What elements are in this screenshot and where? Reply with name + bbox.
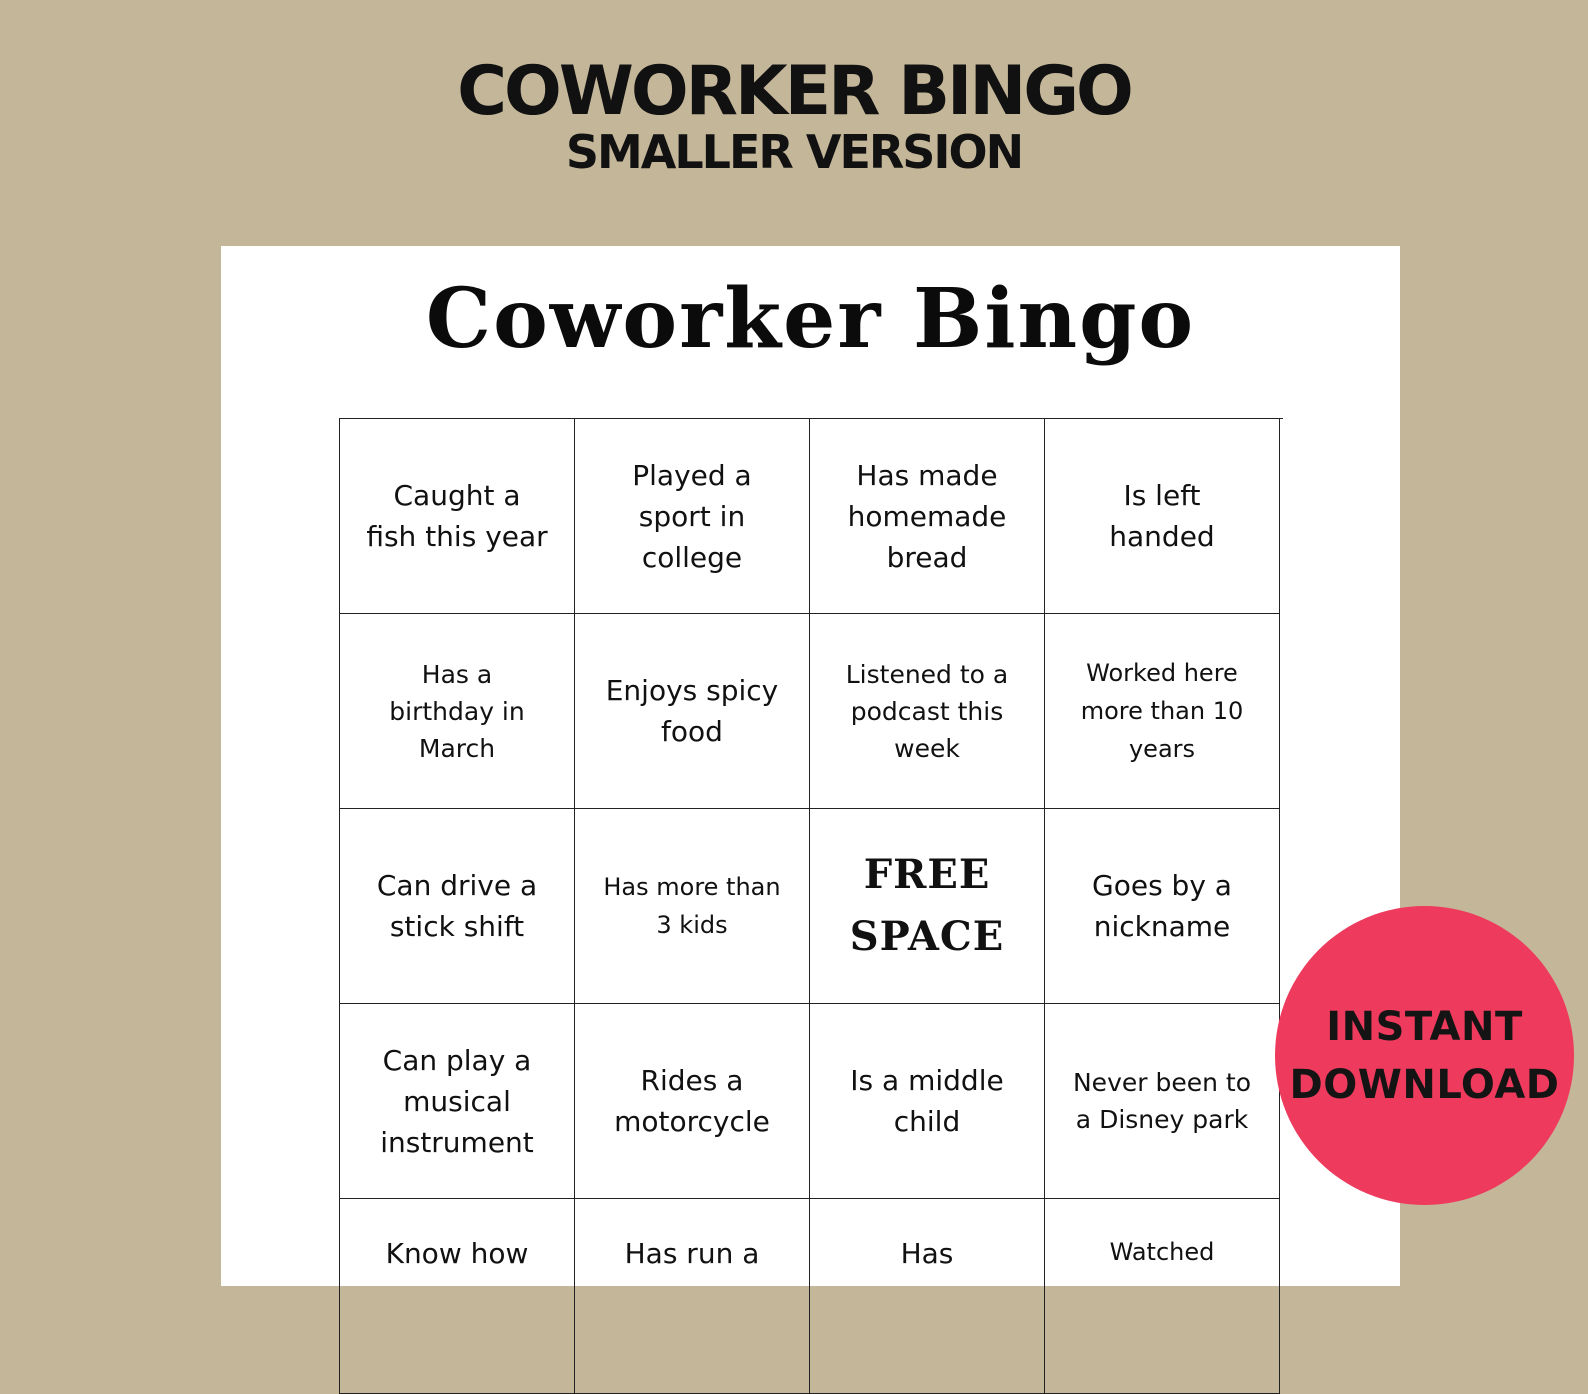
bingo-sheet — [221, 246, 1400, 1286]
bingo-cell: Worked here more than 10 years — [1045, 614, 1280, 809]
bingo-cell: Caught a fish this year — [340, 419, 575, 614]
bingo-cell: Has a birthday in March — [340, 614, 575, 809]
sheet-title: Coworker Bingo — [425, 271, 1196, 367]
bingo-cell: Has run a — [575, 1199, 810, 1394]
bingo-cell: Rides a motorcycle — [575, 1004, 810, 1199]
banner-subtitle: SMALLER VERSION — [565, 125, 1023, 179]
banner-title: COWORKER BINGO — [457, 52, 1131, 131]
instant-download-badge — [1275, 906, 1574, 1205]
bingo-cell: Watched — [1045, 1199, 1280, 1394]
bingo-cell: Is left handed — [1045, 419, 1280, 614]
bingo-cell: Goes by a nickname — [1045, 809, 1280, 1004]
badge-line-1: INSTANT — [1326, 1003, 1523, 1050]
bingo-cell: Played a sport in college — [575, 419, 810, 614]
bingo-cell: Know how — [340, 1199, 575, 1394]
bingo-cell: Is a middle child — [810, 1004, 1045, 1199]
bingo-cell: Has made homemade bread — [810, 419, 1045, 614]
bingo-cell: Can drive a stick shift — [340, 809, 575, 1004]
bingo-cell: Enjoys spicy food — [575, 614, 810, 809]
bingo-cell: Has more than 3 kids — [575, 809, 810, 1004]
bingo-cell: Can play a musical instrument — [340, 1004, 575, 1199]
bingo-cell: Listened to a podcast this week — [810, 614, 1045, 809]
bingo-grid — [339, 418, 1283, 1394]
bingo-cell: Has — [810, 1199, 1045, 1394]
badge-line-2: DOWNLOAD — [1289, 1061, 1560, 1108]
bingo-cell: Never been to a Disney park — [1045, 1004, 1280, 1199]
free-space-cell: FREE SPACE — [810, 809, 1045, 1004]
